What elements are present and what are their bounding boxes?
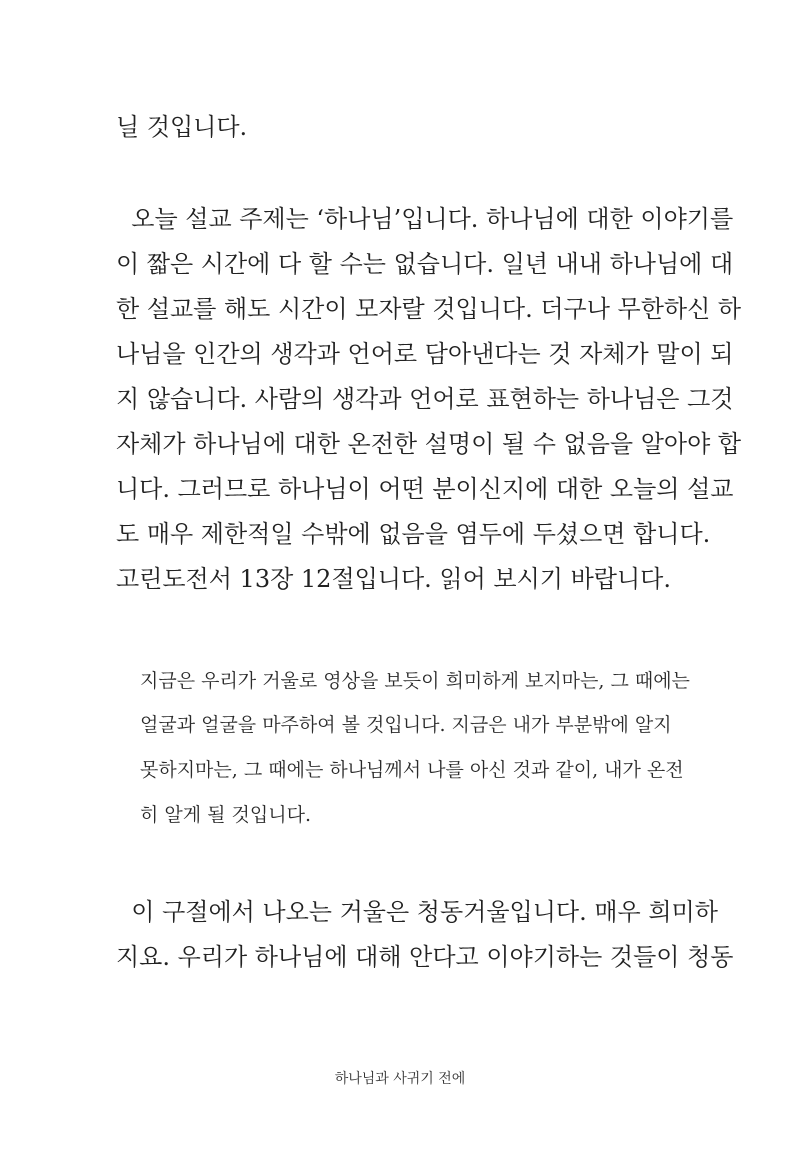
body-text-line: 한 설교를 해도 시간이 모자랄 것입니다. 더구나 무한하신 하 [116,295,742,323]
body-text-line: 이 짧은 시간에 다 할 수는 없습니다. 일년 내내 하나님에 대 [116,250,734,278]
quote-line: 못하지마는, 그 때에는 하나님께서 나를 아신 것과 같이, 내가 온전 [140,759,684,781]
quote-line: 얼굴과 얼굴을 마주하여 볼 것입니다. 지금은 내가 부분밖에 알지 [140,714,672,736]
body-text-line: 이 구절에서 나오는 거울은 청동거울입니다. 매우 희미하 [116,898,718,926]
running-footer-title: 하나님과 사귀기 전에 [334,1071,466,1087]
body-text-line: 고린도전서 13장 12절입니다. 읽어 보시기 바랍니다. [116,565,671,593]
body-text-line: 나님을 인간의 생각과 언어로 담아낸다는 것 자체가 말이 되 [116,340,734,368]
body-text-line: 니다. 그러므로 하나님이 어떤 분이신지에 대한 오늘의 설교 [116,475,734,503]
body-text-line: 지요. 우리가 하나님에 대해 안다고 이야기하는 것들이 청동 [116,943,734,971]
body-text-line: 도 매우 제한적일 수밖에 없음을 염두에 두셨으면 합니다. [116,520,711,548]
quote-line: 지금은 우리가 거울로 영상을 보듯이 희미하게 보지마는, 그 때에는 [140,670,690,692]
quote-line: 히 알게 될 것입니다. [140,804,311,826]
body-text-line: 오늘 설교 주제는 ‘하나님’입니다. 하나님에 대한 이야기를 [116,205,734,233]
body-text-line: 자체가 하나님에 대한 온전한 설명이 될 수 없음을 알아야 합 [116,430,742,458]
body-text-line: 닐 것입니다. [116,113,248,141]
body-text-line: 지 않습니다. 사람의 생각과 언어로 표현하는 하나님은 그것 [116,385,734,413]
